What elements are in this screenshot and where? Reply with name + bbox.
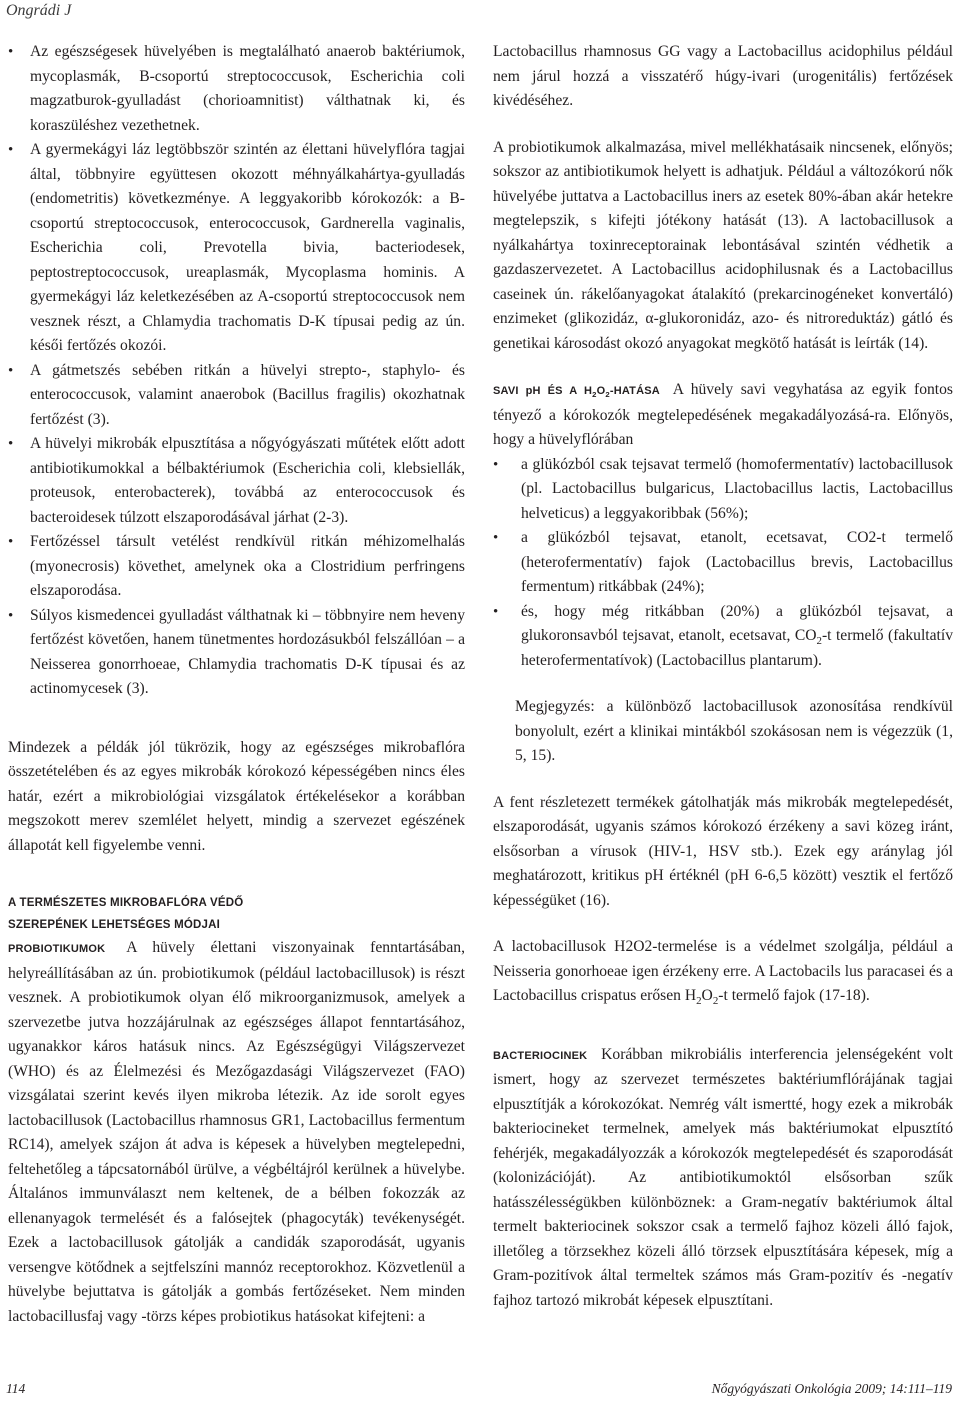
lactobacillus-list (493, 453, 953, 674)
probiotics-subheading: PROBIOTIKUMOK (8, 943, 106, 955)
probiotic-use-paragraph: A probiotikumok alkalmazása, mivel mellékhatásaik nincsenek, előnyös; sokszor az antibiotikumok helyett is adhatjuk. Például a változókorú nők hüvelyébe juttatva a Lactobacillus iners az esetek 80%-ában akár hetekre megtelepszik, s kifejti jótékony hatását (13). A lactobacillusok a nyálkahártya toxinreceptorainak lebontásával szintén védhetik a gazdaszervezetet. A Lactobacillus acidophilusnak és a Lactobacillus caseinek ún. rákelőanyagokat átalakító (prekarcinogéneket konvertáló) enzimeket (glikozidáz, α-glukoronidáz, azo- és nitroreduktáz) gátló és genetikai károsodást okozó anyagokat megkötő hatását is leírták (14). (493, 138, 953, 352)
acid-ph-paragraph (493, 378, 953, 453)
continuation-paragraph: Lactobacillus rhamnosus GG vagy a Lactobacillus acidophilus például nem járul hozzá a visszatérő húgy-ivari (urogenitális) fertőzések kivédéséhez. (493, 43, 953, 109)
list-item: • A gyermekágyi láz legtöbbször szintén az élettani hüvelyflóra tagjai által, többnyire együttesen okozott méhnyálkahártya-gyulladás (endometritis) következménye. A leggyakoribb kórokozók: a B-csoportú streptococcusok, enterococcusok, Gardnerella vaginalis, Escherichia coli, Prevotella bivia, bacteriodesek, peptostreptococcusok, ureaplasmák, Mycoplasma hominis. A gyermekágyi láz keletkezésében az A-csoportú streptococcusok nem vesznek részt, a Chlamydia trachomatis D-K típusai pedig az ún. késői fertőzés okozói. (8, 138, 465, 359)
acid-ph-text: A hüvely savi vegyhatása az egyik fontos tényező a kórokozók megtelepedésének megakadályozásá-ra. Előnyös, hogy a hüvelyflórában (493, 381, 953, 448)
acid-ph-subheading: SAVI pH ÉS A $H_2O_2$-HATÁSA (493, 385, 660, 400)
list-item: • és, hogy még ritkábban (20%) a glükózból tejsavat, a glukoronsavból tejsavat, etanolt, ecetsavat, $CO_2-t$ termelő (fakultatív heterofermentatívok) (Lactobacillus plantarum). (493, 600, 953, 674)
bacteriocin-text: Korábban mikrobiális interferencia jelenségeként volt ismert, hogy az szervezet természetes baktériumflórájának tagjai elpusztítják a kórokozókat. Nemrég vált ismertté, hogy ezek a mikrobák bakteriocineket termelnek, amelyek más baktériumokat elpusztító fehérjék, megakadályozzák a kórokozók megtelepedését és szaporodását (kolonizációját). Az antibiotikumoktól elsősorban szűk hatásszélességükben különböznek: a Gram-negatív baktériumok által termelt bakteriocinek sokszor csak a termelő fajhoz közeli álló fajok, illetőleg a törzsekhez közeli álló törzsek elpusztítására képesek, míg a Gram-pozitívok által termeltek számos más Gram-pozitív és -negatív fajhoz tartozó mikrobát képesek elpusztítani. (493, 1045, 953, 1309)
summary-paragraph: Mindezek a példák jól tükrözik, hogy az egészséges mikrobaflóra összetételében és az egyes mikrobák kórokozó képességében nincs éles határ, ezért a mikrobiológiai vizsgálatok értékelésekor a korábban megszokott merev szemlélet helyett, mindig a szervezet egészének állapotát kell figyelembe venni. (8, 738, 465, 854)
list-item: • a glükózból csak tejsavat termelő (homofermentatív) lactobacillusok (pl. Lactobacillus bulgaricus, Llactobacillus lactis, Lactobacillus helveticus) a leggyakoribbak (56%); (493, 453, 953, 527)
section-heading (8, 892, 465, 936)
list-item: • Súlyos kismedencei gyulladást válthatnak ki – többnyire nem heveny fertőzést követően, hanem tünetmentes hordozásukból felszállóan – a Neisserea gonorrhoeae, Chlamydia trachomatis D-K típusai és az actinomycesek (3). (8, 604, 465, 702)
section-heading-line-2: SZEREPÉNEK LEHETSÉGES MÓDJAI (8, 919, 220, 931)
right-column (493, 40, 953, 1313)
bacteriocin-paragraph (493, 1043, 953, 1314)
list-item: • A hüvelyi mikrobák elpusztítása a nőgyógyászati műtétek előtt adott antibiotikumokkal a bélbaktériumok (Escherichia coli, klebsiellák, proteusok, enterobacterek), továbbá az enterococcusok és bacteroidesek túlzott elszaporodásával járhat (2-3). (8, 432, 465, 530)
list-item: • A gátmetszés sebében ritkán a hüvelyi strepto-, staphylo- és enterococcusok, valamint anaerobok (Bacillus fragilis) okozhatnak fertőzést (3). (8, 359, 465, 433)
probiotics-text: A hüvely élettani viszonyainak fenntartásában, helyreállításában az ún. probiotikumok (például lactobacillusok) is részt vesznek. A probiotikumok olyan élő mikroorganizmusok, amelyek a szervezetbe jutva hozzájárulnak az egészséges állapot fenntartásához, ugyanakkor káros hatásuk nincs. Az Egészségügyi Világszervezet (WHO) és az Élelmezési és Mezőgazdasági Világszervezet (FAO) vizsgálatai szerint kevés ilyen mikroba létezik. Az ide sorolt egyes lactobacillusok (Lactobacillus rhamnosus GR1, Lactobacillus fermentum RC14), amelyek szájon át adva is képesek a hüvelyben megtelepedni, feltehetőleg a tápcsatornából ürülve, a végbéltájról kerülnek a hüvelybe. Általános immunválaszt nem keltenek, de a bélben fokozzák az ellenanyagok termelését és a falósejtek (phagocyták) tevékenységét. Ezek a lactobacillusok gátolják a candidák szaporodását, ugyanis versengve kötődnek a sejtfelszíni mannóz receptorokhoz. Közvetlenül a hüvelybe bejuttatva is gátolják a gombás fertőzéseket. Nem minden lactobacillusfaj vagy -törzs képes probiotikus hatásokat kifejteni: a (8, 939, 465, 1325)
list-item: • Fertőzéssel társult vetélést rendkívül ritkán méhizomelhalás (myonecrosis) követhet, amelynek oka a Clostridium perfringens elszaporodása. (8, 530, 465, 604)
list-item: • Az egészségesek hüvelyében is megtalálható anaerob baktériumok, mycoplasmák, B-csoportú streptococcusok, Escherichia coli magzatburok-gyulladást (chorioamnitist) válthatnak ki, és koraszüléshez vezethetnek. (8, 40, 465, 138)
complications-list (8, 40, 465, 702)
section-heading-line-1: A TERMÉSZETES MIKROBAFLÓRA VÉDŐ (8, 897, 244, 909)
page-number: 114 (6, 1381, 26, 1396)
probiotics-paragraph (8, 936, 465, 1329)
list-item: • a glükózból tejsavat, etanolt, ecetsavat, CO2-t termelő (heterofermentatív) fajok (Lactobacillus brevis, Lactobacillus fermentum) ritkábbak (24%); (493, 526, 953, 600)
bacteriocin-subheading: BACTERIOCINEK (493, 1049, 588, 1062)
h2o2-paragraph: A lactobacillusok H2O2-termelése is a védelmet szolgálja, például a Neisseria gonorhoeae igen érzékeny erre. A Lactobacils lus paracasei és a Lactobacillus crispatus erősen $H_2O_2-t$ termelő fajok (17-18). (493, 938, 953, 1008)
note-paragraph: Megjegyzés: a különböző lactobacillusok azonosítása rendkívül bonyolult, ezért a klinikai mintákból szokásosan nem is végezzük (1, 5, 15). (515, 698, 953, 764)
running-header-author: Ongrádi J (6, 2, 72, 19)
inhibition-paragraph: A fent részletezett termékek gátolhatják más mikrobák megtelepedését, elszaporodását, ugyanis számos kórokozó érzékeny a savi közeg iránt, elsősorban a vírusok (HIV-1, HSV stb.). Ezek egy aránylag jól meghatározott, kritikus pH értéknél (pH 6-6,5 között) vesztik el fertőző képességüket (16). (493, 793, 953, 909)
journal-citation: Nőgyógyászati Onkológia 2009; 14:111–119 (711, 1381, 952, 1396)
left-column (8, 40, 465, 1329)
